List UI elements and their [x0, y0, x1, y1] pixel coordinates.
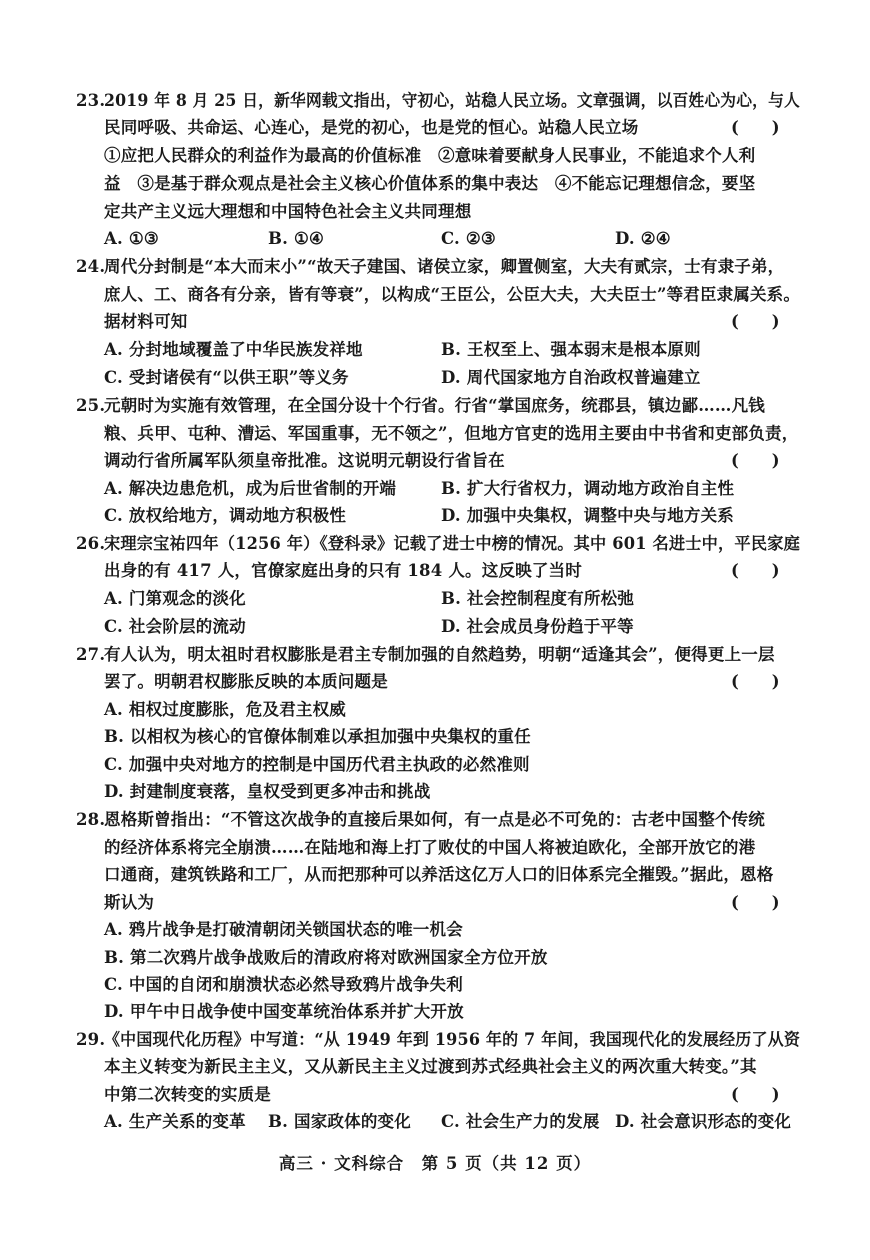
- question-text: 元朝时为实施有效管理，在全国分设十个行省。行省“掌国庶务，统郡县，镇边鄙……凡钱: [104, 396, 765, 415]
- question-text: 有人认为，明太祖时君权膨胀是君主专制加强的自然趋势，明朝“适逢其会”，便得更上一层: [104, 645, 775, 664]
- option-b: B. 王权至上、强本弱末是根本原则: [441, 340, 701, 359]
- question-text: ①应把人民群众的利益作为最高的价值标准 ②意味着要献身人民事业，不能追求个人利: [104, 146, 756, 165]
- question-number: 24.: [76, 257, 106, 276]
- option-b: B. 第二次鸦片战争战败后的清政府将对欧洲国家全方位开放: [104, 948, 548, 967]
- question-number: 25.: [76, 396, 106, 415]
- question-text: 中第二次转变的实质是: [104, 1085, 271, 1104]
- option-b: B. 扩大行省权力，调动地方政治自主性: [441, 479, 735, 498]
- question-text: 宋理宗宝祐四年（1256 年）《登科录》记载了进士中榜的情况。其中 601 名进士中，平民家庭: [104, 534, 800, 553]
- answer-blank: ( ): [731, 118, 780, 137]
- question-text: 调动行省所属军队须皇帝批准。这说明元朝设行省旨在: [104, 451, 505, 470]
- question-number: 28.: [76, 810, 106, 829]
- option-d: D. 封建制度衰落，皇权受到更多冲击和挑战: [104, 782, 431, 801]
- answer-blank: ( ): [731, 893, 780, 912]
- answer-blank: ( ): [731, 561, 780, 580]
- option-c: C. 受封诸侯有“以供王职”等义务: [104, 368, 349, 387]
- question-text: 口通商，建筑铁路和工厂，从而把那种可以养活这亿万人口的旧体系完全摧毁。”据此，恩格: [104, 865, 774, 884]
- option-d: D. 社会意识形态的变化: [615, 1112, 792, 1131]
- question-text: 粮、兵甲、屯种、漕运、军国重事，无不领之”，但地方官吏的选用主要由中书省和吏部负责，: [104, 424, 799, 443]
- answer-blank: ( ): [731, 672, 780, 691]
- option-c: C. ②③: [441, 229, 496, 248]
- page-footer: 高三 · 文科综合 第 5 页（共 12 页）: [278, 1154, 592, 1173]
- option-b: B. 社会控制程度有所松弛: [441, 589, 635, 608]
- option-a: A. 门第观念的淡化: [104, 589, 246, 608]
- option-c: C. 加强中央对地方的控制是中国历代君主执政的必然准则: [104, 755, 530, 774]
- option-c: C. 社会生产力的发展: [441, 1112, 600, 1131]
- option-b: B. ①④: [268, 229, 325, 248]
- option-a: A. 鸦片战争是打破清朝闭关锁国状态的唯一机会: [104, 920, 463, 939]
- question-text: 本主义转变为新民主主义，又从新民主主义过渡到苏式经典社会主义的两次重大转变。”其: [104, 1057, 757, 1076]
- option-a: A. 解决边患危机，成为后世省制的开端: [104, 479, 397, 498]
- answer-blank: ( ): [731, 1085, 780, 1104]
- question-number: 23.: [76, 91, 106, 110]
- question-number: 27.: [76, 645, 106, 664]
- option-a: A. ①③: [104, 229, 159, 248]
- option-c: C. 社会阶层的流动: [104, 617, 246, 636]
- option-a: A. 分封地域覆盖了中华民族发祥地: [104, 340, 363, 359]
- question-text: 的经济体系将完全崩溃……在陆地和海上打了败仗的中国人将被迫欧化，全部开放它的港: [104, 838, 756, 857]
- option-a: A. 生产关系的变革: [104, 1112, 246, 1131]
- question-text: 周代分封制是“本大而末小”“故天子建国、诸侯立家，卿置侧室，大夫有贰宗，士有隶子弟，: [104, 257, 785, 276]
- option-d: D. ②④: [615, 229, 671, 248]
- question-number: 29.: [76, 1030, 106, 1049]
- option-d: D. 社会成员身份趋于平等: [441, 617, 634, 636]
- question-text: 2019 年 8 月 25 日，新华网载文指出，守初心，站稳人民立场。文章强调，以百姓心为心，与人: [104, 91, 800, 110]
- question-text: 益 ③是基于群众观点是社会主义核心价值体系的集中表达 ④不能忘记理想信念，要坚: [104, 174, 756, 193]
- question-number: 26.: [76, 534, 106, 553]
- option-d: D. 甲午中日战争使中国变革统治体系并扩大开放: [104, 1002, 464, 1021]
- option-b: B. 国家政体的变化: [268, 1112, 411, 1131]
- option-a: A. 相权过度膨胀，危及君主权威: [104, 700, 346, 719]
- question-text: 恩格斯曾指出：“不管这次战争的直接后果如何，有一点是必不可免的：古老中国整个传统: [104, 810, 765, 829]
- option-b: B. 以相权为核心的官僚体制难以承担加强中央集权的重任: [104, 727, 531, 746]
- answer-blank: ( ): [731, 312, 780, 331]
- question-text: 罢了。明朝君权膨胀反映的本质问题是: [104, 672, 388, 691]
- question-text: 据材料可知: [104, 312, 188, 331]
- option-d: D. 加强中央集权，调整中央与地方关系: [441, 506, 735, 525]
- question-text: 出身的有 417 人，官僚家庭出身的只有 184 人。这反映了当时: [104, 561, 582, 580]
- question-text: 庶人、工、商各有分亲，皆有等衰”，以构成“王臣公，公臣大夫，大夫臣士”等君臣隶属关系。: [104, 285, 801, 304]
- question-text: 民同呼吸、共命运、心连心，是党的初心，也是党的恒心。站稳人民立场: [104, 118, 639, 137]
- option-c: C. 放权给地方，调动地方积极性: [104, 506, 347, 525]
- option-c: C. 中国的自闭和崩溃状态必然导致鸦片战争失利: [104, 975, 463, 994]
- question-text: 定共产主义远大理想和中国特色社会主义共同理想: [104, 202, 472, 221]
- answer-blank: ( ): [731, 451, 780, 470]
- question-text: 斯认为: [104, 893, 155, 912]
- question-text: 《中国现代化历程》中写道：“从 1949 年到 1956 年的 7 年间，我国现代化的发展经历了从资: [104, 1030, 801, 1049]
- option-d: D. 周代国家地方自治政权普遍建立: [441, 368, 701, 387]
